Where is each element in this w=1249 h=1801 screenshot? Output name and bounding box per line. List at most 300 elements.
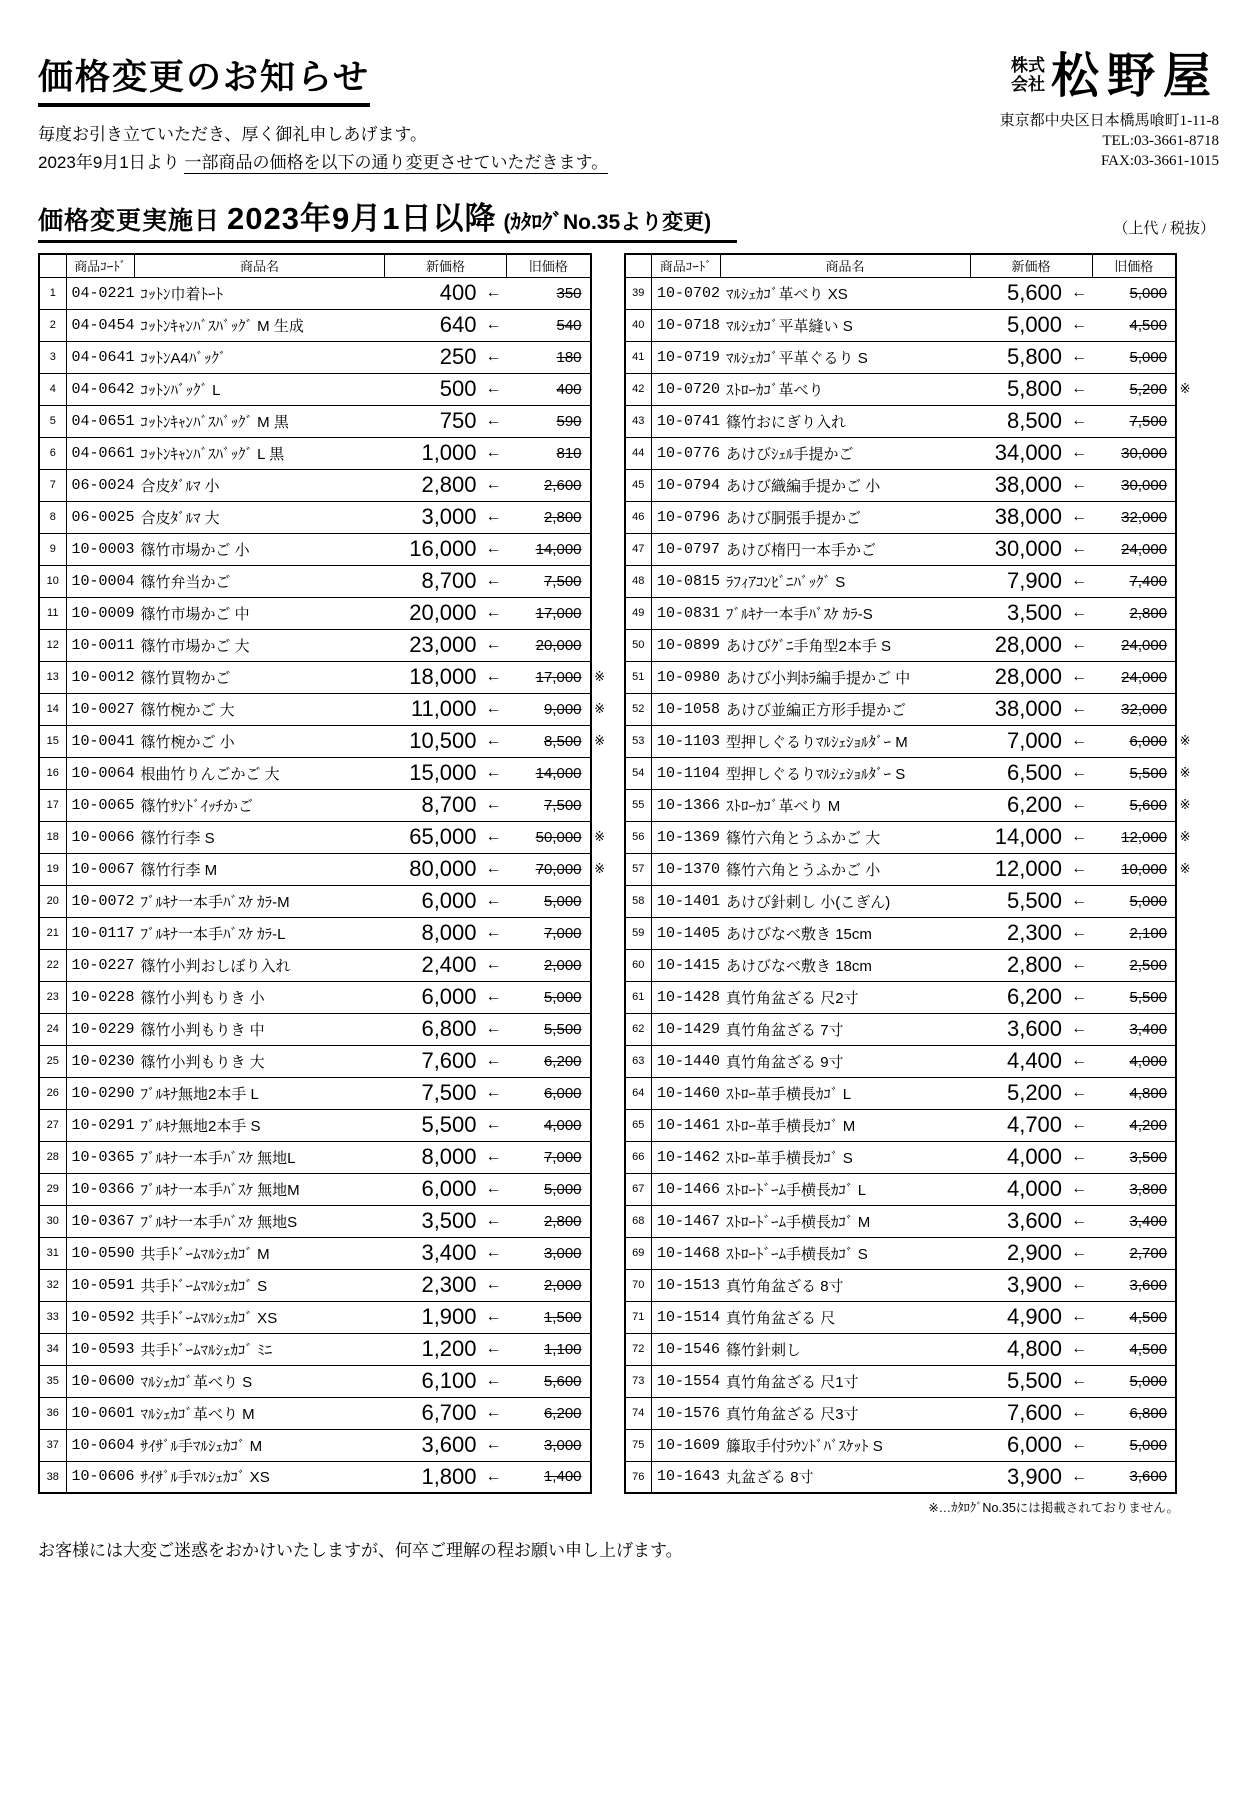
arrow-left-icon: ←	[1066, 1269, 1092, 1301]
product-code-cell: 10-0590	[66, 1237, 135, 1269]
arrow-left-icon: ←	[481, 1237, 507, 1269]
old-price-cell: 7,500	[1092, 405, 1176, 437]
col-header-new-price: 新価格	[385, 254, 507, 277]
row-number-cell: 47	[625, 533, 652, 565]
old-price-cell: 30,000	[1092, 437, 1176, 469]
new-price-cell: 2,300	[385, 1269, 481, 1301]
catalog-note-mark	[591, 1301, 609, 1333]
arrow-left-icon: ←	[1066, 405, 1092, 437]
product-name-cell: ﾌﾞﾙｷﾅ無地2本手 L	[135, 1077, 385, 1109]
new-price-cell: 4,900	[970, 1301, 1066, 1333]
product-code-cell: 10-1467	[652, 1205, 721, 1237]
effective-date-heading	[38, 193, 737, 243]
product-code-cell: 10-1643	[652, 1461, 721, 1493]
catalog-note-mark	[591, 1173, 609, 1205]
product-code-cell: 10-0592	[66, 1301, 135, 1333]
old-price-cell: 2,000	[507, 1269, 591, 1301]
product-name-cell: ﾏﾙｼｪｶｺﾞ革べり M	[135, 1397, 385, 1429]
catalog-note-mark	[591, 1141, 609, 1173]
new-price-cell: 4,000	[970, 1141, 1066, 1173]
table-row	[39, 309, 609, 341]
price-basis-note: （上代 / 税抜）	[1113, 221, 1215, 238]
arrow-left-icon: ←	[481, 693, 507, 725]
catalog-note-mark: ※	[594, 669, 605, 685]
old-price-cell: 3,500	[1092, 1141, 1176, 1173]
arrow-left-icon: ←	[481, 1365, 507, 1397]
old-price-cell: 17,000	[507, 597, 591, 629]
product-name-cell: 篠竹市場かご 大	[135, 629, 385, 661]
table-row	[39, 629, 609, 661]
catalog-footnote: ※…ｶﾀﾛｸﾞNo.35には掲載されておりません。	[928, 1501, 1180, 1516]
new-price-cell: 38,000	[970, 501, 1066, 533]
table-row	[39, 501, 609, 533]
row-number-cell: 39	[625, 277, 652, 309]
product-name-cell: ｽﾄﾛｰ革手横長ｶｺﾞ M	[720, 1109, 970, 1141]
arrow-left-icon: ←	[481, 1397, 507, 1429]
catalog-note-mark	[591, 1237, 609, 1269]
row-number-cell: 14	[39, 693, 66, 725]
new-price-cell: 3,500	[970, 597, 1066, 629]
right-table-column	[624, 253, 1196, 1516]
row-number-cell: 5	[39, 405, 66, 437]
row-number-cell: 57	[625, 853, 652, 885]
new-price-cell: 5,800	[970, 341, 1066, 373]
catalog-note-mark	[1176, 1269, 1194, 1301]
catalog-note-mark: ※	[594, 733, 605, 749]
arrow-left-icon: ←	[1066, 1237, 1092, 1269]
catalog-note-mark	[1176, 1333, 1194, 1365]
old-price-cell: 3,600	[1092, 1269, 1176, 1301]
row-number-cell: 8	[39, 501, 66, 533]
table-row	[39, 789, 609, 821]
table-row	[625, 373, 1195, 405]
row-number-cell: 26	[39, 1077, 66, 1109]
row-number-cell: 74	[625, 1397, 652, 1429]
new-price-cell: 2,900	[970, 1237, 1066, 1269]
catalog-note-mark: ※	[1179, 733, 1191, 749]
greeting-line2-prefix: 2023年9月1日より	[38, 153, 185, 173]
arrow-left-icon: ←	[481, 1141, 507, 1173]
arrow-left-icon: ←	[481, 469, 507, 501]
new-price-cell: 3,900	[970, 1461, 1066, 1493]
catalog-note-mark: ※	[1179, 829, 1191, 845]
product-name-cell: ﾏﾙｼｪｶｺﾞ平革ぐるり S	[720, 341, 970, 373]
table-row	[625, 1269, 1195, 1301]
table-row	[39, 949, 609, 981]
catalog-note-mark: ※	[1179, 861, 1191, 877]
greeting-line1: 毎度お引き立ていただき、厚く御礼申しあげます。	[38, 125, 427, 144]
row-number-cell: 32	[39, 1269, 66, 1301]
row-number-cell: 70	[625, 1269, 652, 1301]
row-number-cell: 76	[625, 1461, 652, 1493]
new-price-cell: 6,800	[385, 1013, 481, 1045]
old-price-cell: 2,800	[507, 501, 591, 533]
table-row	[39, 373, 609, 405]
old-price-cell: 2,500	[1092, 949, 1176, 981]
table-row	[625, 725, 1195, 757]
product-name-cell: ｽﾄﾛｰﾄﾞｰﾑ手横長ｶｺﾞ M	[720, 1205, 970, 1237]
product-code-cell: 10-1609	[652, 1429, 721, 1461]
table-row	[625, 821, 1195, 853]
table-row	[39, 757, 609, 789]
new-price-cell: 3,000	[385, 501, 481, 533]
product-name-cell: ﾌﾞﾙｷﾅ一本手ﾊﾞｽｹ ｶﾗ-L	[135, 917, 385, 949]
old-price-cell: 6,000	[507, 1077, 591, 1109]
arrow-left-icon: ←	[481, 1013, 507, 1045]
catalog-note-mark	[1176, 533, 1194, 565]
table-row	[39, 693, 609, 725]
product-name-cell: あけび胴張手提かご	[720, 501, 970, 533]
table-row	[625, 629, 1195, 661]
old-price-cell: 5,500	[1092, 981, 1176, 1013]
table-row	[39, 1205, 609, 1237]
row-number-cell: 75	[625, 1429, 652, 1461]
row-number-cell: 31	[39, 1237, 66, 1269]
table-row	[39, 1013, 609, 1045]
arrow-left-icon: ←	[481, 373, 507, 405]
new-price-cell: 28,000	[970, 629, 1066, 661]
arrow-left-icon: ←	[481, 917, 507, 949]
arrow-left-icon: ←	[1066, 277, 1092, 309]
new-price-cell: 500	[385, 373, 481, 405]
catalog-note-mark	[1176, 1365, 1194, 1397]
product-code-cell: 10-0230	[66, 1045, 135, 1077]
product-code-cell: 10-1462	[652, 1141, 721, 1173]
catalog-note-mark	[1176, 693, 1194, 725]
new-price-cell: 20,000	[385, 597, 481, 629]
arrow-left-icon: ←	[1066, 469, 1092, 501]
new-price-cell: 7,000	[970, 725, 1066, 757]
table-row	[625, 341, 1195, 373]
catalog-note-mark	[591, 1397, 609, 1429]
old-price-cell: 7,000	[507, 917, 591, 949]
product-name-cell: ｻｲｻﾞﾙ手ﾏﾙｼｪｶｺﾞ XS	[135, 1461, 385, 1493]
arrow-left-icon: ←	[1066, 629, 1092, 661]
product-code-cell: 10-0291	[66, 1109, 135, 1141]
product-name-cell: あけび小判ﾎﾗ編手提かご 中	[720, 661, 970, 693]
product-code-cell: 10-0229	[66, 1013, 135, 1045]
product-name-cell: 篠竹椀かご 小	[135, 725, 385, 757]
greeting-text	[38, 121, 608, 177]
new-price-cell: 5,600	[970, 277, 1066, 309]
product-code-cell: 10-0011	[66, 629, 135, 661]
catalog-note-mark	[591, 373, 609, 405]
product-code-cell: 10-0593	[66, 1333, 135, 1365]
catalog-note-mark	[1176, 1461, 1194, 1493]
product-name-cell: 合皮ﾀﾞﾙﾏ 大	[135, 501, 385, 533]
catalog-note-mark	[591, 949, 609, 981]
product-name-cell: 真竹角盆ざる 9寸	[720, 1045, 970, 1077]
old-price-cell: 4,000	[507, 1109, 591, 1141]
col-header-code: 商品ｺｰﾄﾞ	[652, 254, 721, 277]
product-code-cell: 10-0117	[66, 917, 135, 949]
new-price-cell: 65,000	[385, 821, 481, 853]
old-price-cell: 3,400	[1092, 1013, 1176, 1045]
product-code-cell: 10-0796	[652, 501, 721, 533]
new-price-cell: 5,800	[970, 373, 1066, 405]
product-code-cell: 10-0776	[652, 437, 721, 469]
table-row	[625, 1461, 1195, 1493]
new-price-cell: 6,200	[970, 981, 1066, 1013]
old-price-cell: 5,200	[1092, 373, 1176, 405]
product-name-cell: ﾌﾞﾙｷﾅ一本手ﾊﾞｽｹ 無地L	[135, 1141, 385, 1173]
old-price-cell: 6,200	[507, 1045, 591, 1077]
row-number-cell: 51	[625, 661, 652, 693]
catalog-note-mark	[1176, 1205, 1194, 1237]
product-code-cell: 04-0221	[66, 277, 135, 309]
row-number-cell: 21	[39, 917, 66, 949]
row-number-cell: 35	[39, 1365, 66, 1397]
row-number-cell: 7	[39, 469, 66, 501]
product-code-cell: 10-1370	[652, 853, 721, 885]
table-row	[39, 1301, 609, 1333]
product-code-cell: 10-1514	[652, 1301, 721, 1333]
product-code-cell: 10-1468	[652, 1237, 721, 1269]
row-number-cell: 53	[625, 725, 652, 757]
product-name-cell: あけびｼｪﾙ手提かご	[720, 437, 970, 469]
old-price-cell: 590	[507, 405, 591, 437]
product-name-cell: 篠竹小判もりき 小	[135, 981, 385, 1013]
table-row	[625, 885, 1195, 917]
catalog-note-mark	[1176, 309, 1194, 341]
product-code-cell: 06-0024	[66, 469, 135, 501]
catalog-note-mark: ※	[594, 861, 605, 877]
product-name-cell: 篠竹行李 S	[135, 821, 385, 853]
arrow-left-icon: ←	[1066, 1461, 1092, 1493]
product-code-cell: 10-1104	[652, 757, 721, 789]
product-name-cell: ﾌﾞﾙｷﾅ一本手ﾊﾞｽｹ ｶﾗ-M	[135, 885, 385, 917]
new-price-cell: 14,000	[970, 821, 1066, 853]
row-number-cell: 62	[625, 1013, 652, 1045]
new-price-cell: 750	[385, 405, 481, 437]
arrow-left-icon: ←	[1066, 949, 1092, 981]
table-row	[625, 1365, 1195, 1397]
catalog-note-mark	[591, 629, 609, 661]
catalog-note-mark: ※	[594, 701, 605, 717]
row-number-cell: 52	[625, 693, 652, 725]
old-price-cell: 1,500	[507, 1301, 591, 1333]
product-name-cell: ｽﾄﾛｰｶｺﾞ革べり M	[720, 789, 970, 821]
product-code-cell: 10-0718	[652, 309, 721, 341]
arrow-left-icon: ←	[1066, 565, 1092, 597]
new-price-cell: 34,000	[970, 437, 1066, 469]
col-header-name: 商品名	[720, 254, 970, 277]
product-name-cell: 篠竹行李 M	[135, 853, 385, 885]
row-number-cell: 36	[39, 1397, 66, 1429]
old-price-cell: 8,500	[507, 725, 591, 757]
new-price-cell: 6,200	[970, 789, 1066, 821]
new-price-cell: 2,800	[970, 949, 1066, 981]
product-code-cell: 10-1058	[652, 693, 721, 725]
catalog-note-mark	[1176, 629, 1194, 661]
product-code-cell: 10-0041	[66, 725, 135, 757]
table-row	[39, 405, 609, 437]
product-name-cell: ﾏﾙｼｪｶｺﾞ平革縫い S	[720, 309, 970, 341]
arrow-left-icon: ←	[1066, 1109, 1092, 1141]
table-row	[39, 917, 609, 949]
old-price-cell: 5,500	[1092, 757, 1176, 789]
old-price-cell: 14,000	[507, 533, 591, 565]
old-price-cell: 5,500	[507, 1013, 591, 1045]
row-number-cell: 15	[39, 725, 66, 757]
col-header-number	[625, 254, 652, 277]
product-code-cell: 10-0606	[66, 1461, 135, 1493]
product-name-cell: あけびなべ敷き 18cm	[720, 949, 970, 981]
product-code-cell: 10-0591	[66, 1269, 135, 1301]
row-number-cell: 17	[39, 789, 66, 821]
col-header-old-price: 旧価格	[1092, 254, 1176, 277]
table-row	[625, 1077, 1195, 1109]
new-price-cell: 6,000	[385, 981, 481, 1013]
row-number-cell: 46	[625, 501, 652, 533]
new-price-cell: 5,500	[385, 1109, 481, 1141]
arrow-left-icon: ←	[481, 1461, 507, 1493]
catalog-note-mark	[1176, 1397, 1194, 1429]
row-number-cell: 6	[39, 437, 66, 469]
old-price-cell: 4,500	[1092, 309, 1176, 341]
catalog-note-mark	[591, 533, 609, 565]
new-price-cell: 1,200	[385, 1333, 481, 1365]
old-price-cell: 2,600	[507, 469, 591, 501]
table-header-row	[625, 254, 1195, 277]
row-number-cell: 38	[39, 1461, 66, 1493]
arrow-left-icon: ←	[481, 1429, 507, 1461]
row-number-cell: 59	[625, 917, 652, 949]
product-name-cell: 共手ﾄﾞｰﾑﾏﾙｼｪｶｺﾞ XS	[135, 1301, 385, 1333]
table-row	[39, 565, 609, 597]
row-number-cell: 4	[39, 373, 66, 405]
product-name-cell: 篠竹六角とうふかご 大	[720, 821, 970, 853]
price-tables	[38, 253, 1219, 1516]
product-name-cell: ｽﾄﾛｰﾄﾞｰﾑ手横長ｶｺﾞ S	[720, 1237, 970, 1269]
arrow-left-icon: ←	[481, 501, 507, 533]
table-row	[625, 1109, 1195, 1141]
arrow-left-icon: ←	[481, 405, 507, 437]
product-name-cell: あけびなべ敷き 15cm	[720, 917, 970, 949]
product-code-cell: 10-0702	[652, 277, 721, 309]
table-row	[625, 1429, 1195, 1461]
company-fax: FAX:03-3661-1015	[1100, 153, 1219, 169]
row-number-cell: 55	[625, 789, 652, 821]
catalog-note-mark	[1176, 1173, 1194, 1205]
company-tel: TEL:03-3661-8718	[1102, 133, 1219, 149]
product-code-cell: 10-1576	[652, 1397, 721, 1429]
catalog-note-mark	[591, 1077, 609, 1109]
title-block	[38, 50, 608, 177]
product-code-cell: 10-0072	[66, 885, 135, 917]
row-number-cell: 61	[625, 981, 652, 1013]
row-number-cell: 69	[625, 1237, 652, 1269]
product-code-cell: 04-0641	[66, 341, 135, 373]
new-price-cell: 28,000	[970, 661, 1066, 693]
new-price-cell: 400	[385, 277, 481, 309]
product-name-cell: ﾗﾌｨｱｺﾝﾋﾞﾆﾊﾞｯｸﾞ S	[720, 565, 970, 597]
product-code-cell: 10-0980	[652, 661, 721, 693]
row-number-cell: 20	[39, 885, 66, 917]
product-code-cell: 10-0227	[66, 949, 135, 981]
row-number-cell: 71	[625, 1301, 652, 1333]
product-code-cell: 10-0365	[66, 1141, 135, 1173]
old-price-cell: 5,600	[507, 1365, 591, 1397]
row-number-cell: 45	[625, 469, 652, 501]
product-name-cell: ｺｯﾄﾝA4ﾊﾞｯｸﾞ	[135, 341, 385, 373]
col-header-old-price: 旧価格	[507, 254, 591, 277]
product-name-cell: ｺｯﾄﾝｷｬﾝﾊﾞｽﾊﾞｯｸﾞ L 黒	[135, 437, 385, 469]
product-name-cell: ﾏﾙｼｪｶｺﾞ革べり S	[135, 1365, 385, 1397]
table-row	[39, 1109, 609, 1141]
product-code-cell: 10-1460	[652, 1077, 721, 1109]
old-price-cell: 5,000	[1092, 1429, 1176, 1461]
table-row	[39, 1141, 609, 1173]
new-price-cell: 6,700	[385, 1397, 481, 1429]
product-name-cell: ﾏﾙｼｪｶｺﾞ革べり XS	[720, 277, 970, 309]
arrow-left-icon: ←	[481, 1205, 507, 1237]
company-prefix-bottom: 会社	[1010, 75, 1045, 94]
new-price-cell: 8,700	[385, 565, 481, 597]
product-code-cell: 10-0066	[66, 821, 135, 853]
arrow-left-icon: ←	[1066, 1077, 1092, 1109]
new-price-cell: 7,600	[385, 1045, 481, 1077]
new-price-cell: 11,000	[385, 693, 481, 725]
product-code-cell: 10-0601	[66, 1397, 135, 1429]
arrow-left-icon: ←	[1066, 1173, 1092, 1205]
product-name-cell: ﾌﾞﾙｷﾅ一本手ﾊﾞｽｹ ｶﾗ-S	[720, 597, 970, 629]
product-name-cell: 篠竹市場かご 小	[135, 533, 385, 565]
row-number-cell: 24	[39, 1013, 66, 1045]
old-price-cell: 2,800	[507, 1205, 591, 1237]
catalog-note-mark	[1176, 437, 1194, 469]
product-code-cell: 10-1103	[652, 725, 721, 757]
table-row	[39, 1045, 609, 1077]
row-number-cell: 37	[39, 1429, 66, 1461]
arrow-left-icon: ←	[1066, 1429, 1092, 1461]
old-price-cell: 5,000	[1092, 341, 1176, 373]
catalog-note-mark	[591, 1333, 609, 1365]
catalog-note-mark	[1176, 1429, 1194, 1461]
arrow-left-icon: ←	[481, 853, 507, 885]
arrow-left-icon: ←	[1066, 1333, 1092, 1365]
product-code-cell: 10-1401	[652, 885, 721, 917]
new-price-cell: 3,600	[970, 1013, 1066, 1045]
product-code-cell: 10-0228	[66, 981, 135, 1013]
product-code-cell: 10-0600	[66, 1365, 135, 1397]
old-price-cell: 10,000	[1092, 853, 1176, 885]
row-number-cell: 43	[625, 405, 652, 437]
table-row	[625, 501, 1195, 533]
product-code-cell: 10-1466	[652, 1173, 721, 1205]
catalog-note-mark	[591, 789, 609, 821]
old-price-cell: 4,500	[1092, 1333, 1176, 1365]
new-price-cell: 5,500	[970, 1365, 1066, 1397]
company-logo-text: 松野屋	[1050, 48, 1219, 104]
product-name-cell: 篠竹小判もりき 中	[135, 1013, 385, 1045]
old-price-cell: 4,800	[1092, 1077, 1176, 1109]
new-price-cell: 2,400	[385, 949, 481, 981]
new-price-cell: 8,000	[385, 1141, 481, 1173]
row-number-cell: 60	[625, 949, 652, 981]
product-code-cell: 10-0064	[66, 757, 135, 789]
arrow-left-icon: ←	[481, 597, 507, 629]
table-row	[625, 437, 1195, 469]
row-number-cell: 11	[39, 597, 66, 629]
catalog-note-mark	[1176, 1141, 1194, 1173]
product-code-cell: 10-0719	[652, 341, 721, 373]
product-name-cell: ｻｲｻﾞﾙ手ﾏﾙｼｪｶｺﾞ M	[135, 1429, 385, 1461]
arrow-left-icon: ←	[1066, 501, 1092, 533]
company-address: 東京都中央区日本橋馬喰町1-11-8	[999, 113, 1219, 129]
row-number-cell: 73	[625, 1365, 652, 1397]
product-code-cell: 10-0899	[652, 629, 721, 661]
